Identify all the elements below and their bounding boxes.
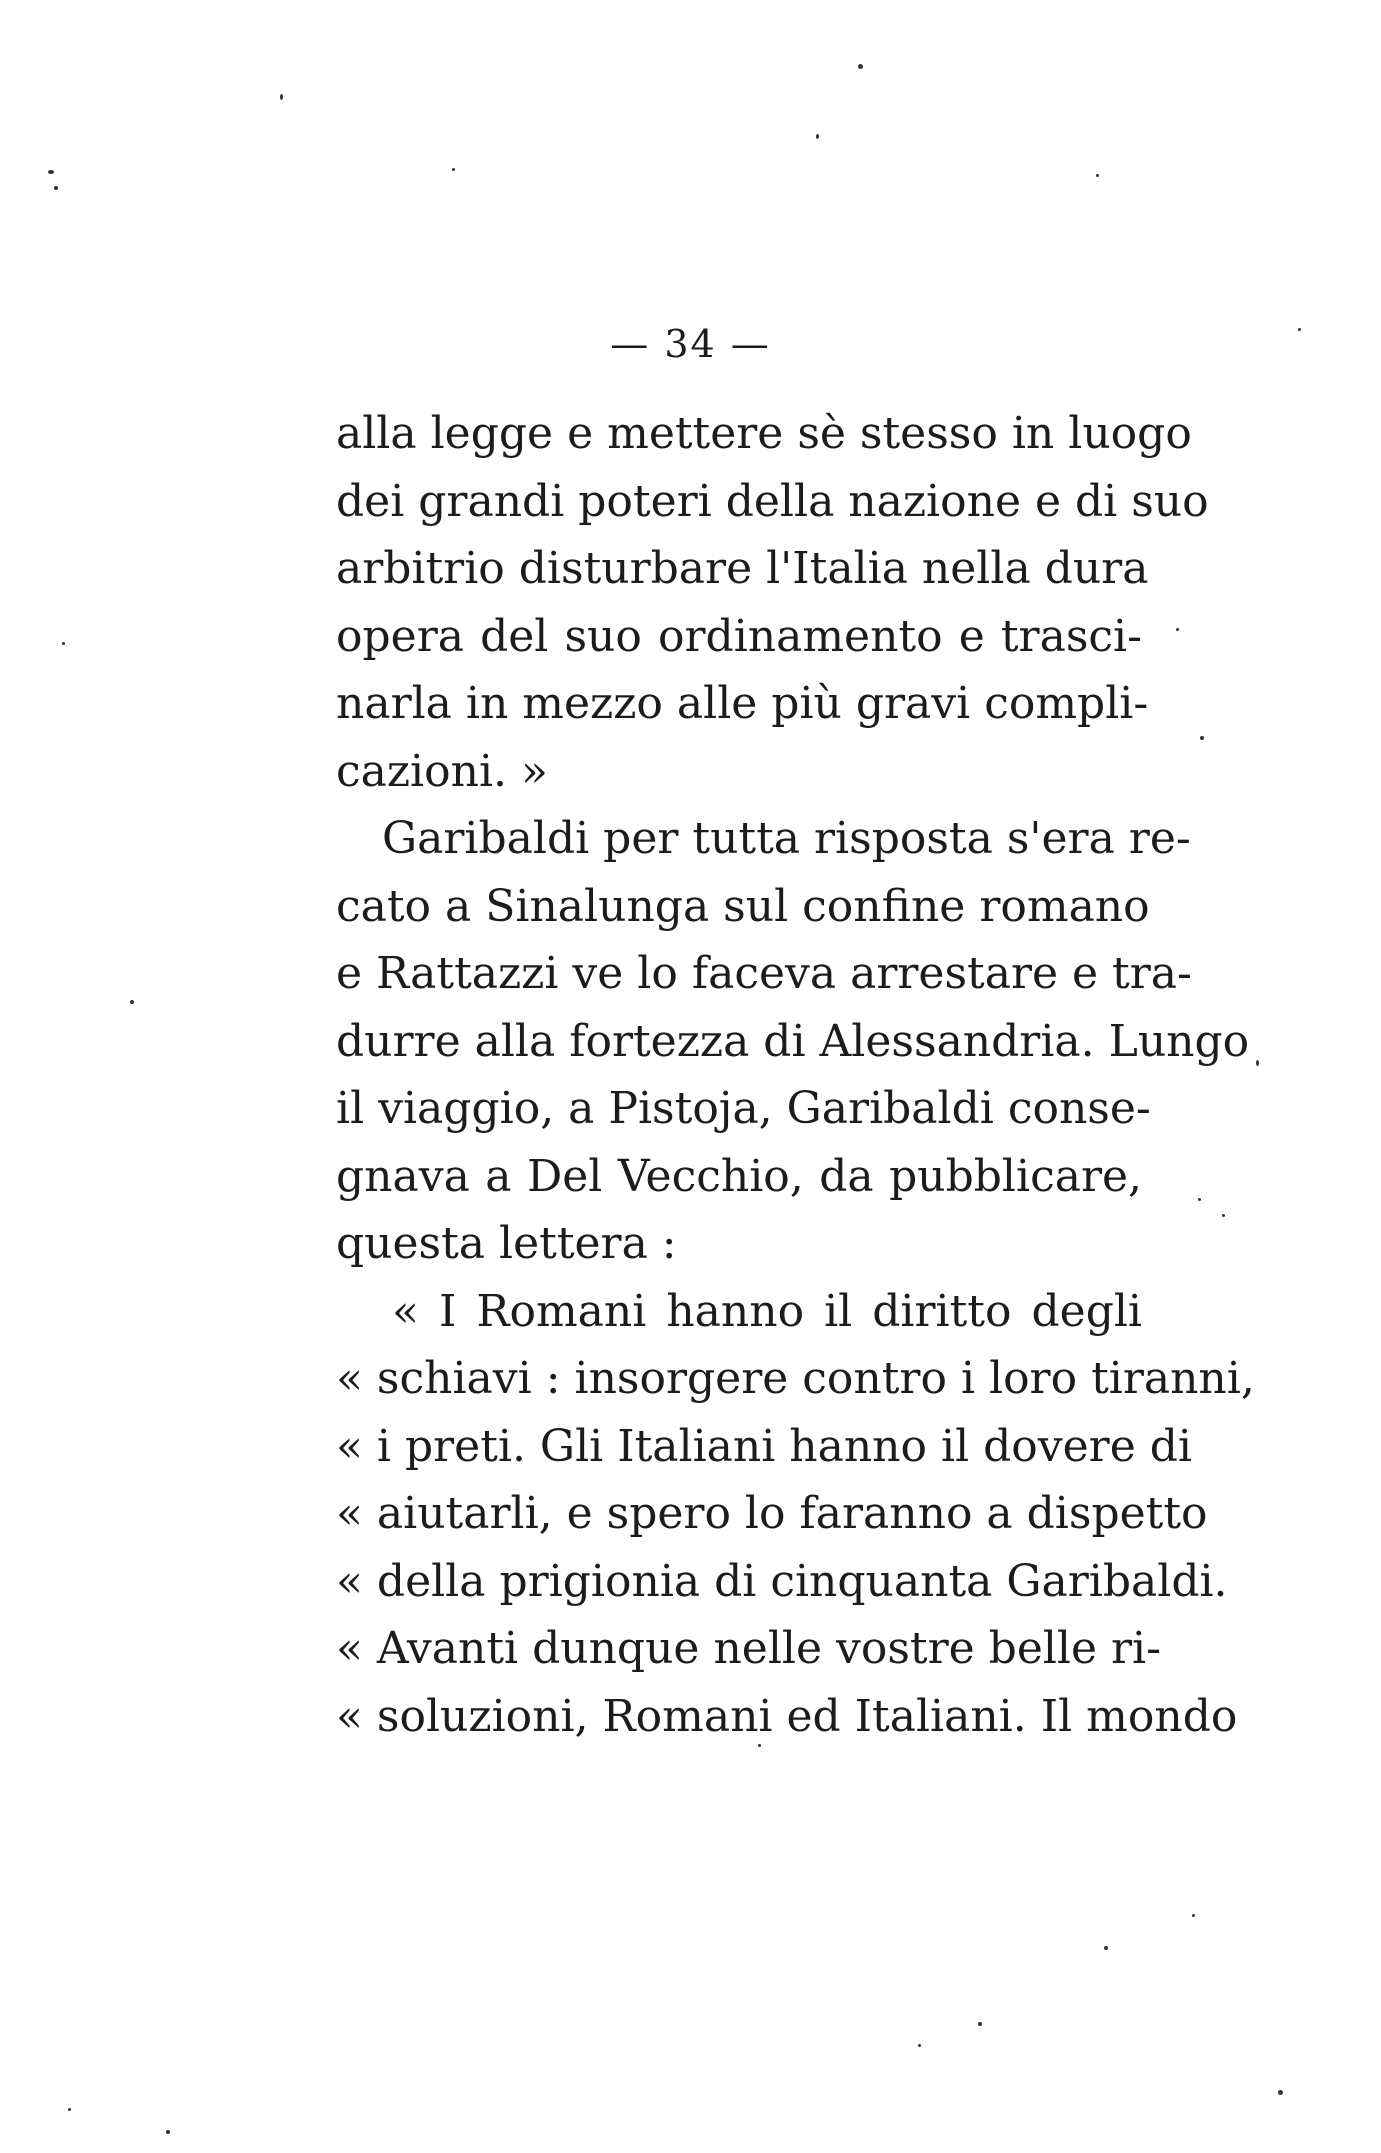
quote-line: « i preti. Gli Italiani hanno il dovere di <box>336 1420 1192 1472</box>
text-line: Garibaldi per tutta risposta s'era re- <box>382 813 1191 864</box>
scan-speck <box>1222 1214 1225 1217</box>
scan-speck <box>978 2022 982 2026</box>
quote-line: « della prigionia di cinquanta Garibaldi. <box>336 1555 1228 1607</box>
text-line: gnava a Del Vecchio, da pubblicare, <box>336 1150 1142 1202</box>
scan-speck <box>452 168 455 171</box>
scan-speck <box>858 64 863 69</box>
text-line: questa lettera : <box>336 1218 677 1269</box>
scan-speck <box>1192 1914 1195 1917</box>
scan-speck <box>1198 1198 1201 1201</box>
scan-speck <box>1200 736 1204 740</box>
text-line: alla legge e mettere sè stesso in luogo <box>336 408 1192 459</box>
text-line: dei grandi poteri della nazione e di suo <box>336 475 1209 527</box>
scan-speck <box>816 134 819 139</box>
quote-line: « schiavi : insorgere contro i loro tiranni, <box>336 1353 1255 1404</box>
scan-speck <box>1104 1946 1108 1950</box>
scan-speck <box>1096 174 1099 177</box>
quote-line: « I Romani hanno il diritto degli <box>392 1285 1142 1337</box>
text-line: cazioni. » <box>336 745 548 797</box>
scan-speck <box>918 2044 921 2047</box>
text-line: opera del suo ordinamento e trasci- <box>336 610 1142 662</box>
scan-speck <box>62 642 65 645</box>
scan-speck <box>280 94 283 100</box>
scan-speck <box>130 1000 134 1004</box>
text-line: cato a Sinalunga sul confine romano <box>336 880 1150 932</box>
quote-line: « Avanti dunque nelle vostre belle ri- <box>336 1623 1161 1674</box>
body-text <box>336 400 1255 1750</box>
page-number: — 34 — <box>610 322 771 366</box>
scan-speck <box>1278 2090 1283 2095</box>
scan-speck <box>68 2108 71 2111</box>
text-line: narla in mezzo alle più gravi compli- <box>336 678 1149 729</box>
scan-speck <box>1256 1060 1259 1066</box>
text-line: arbitrio disturbare l'Italia nella dura <box>336 543 1149 594</box>
scan-speck <box>48 170 54 174</box>
text-line: durre alla fortezza di Alessandria. Lungo <box>336 1015 1250 1067</box>
scan-speck <box>166 2130 170 2134</box>
scan-speck <box>758 1744 761 1747</box>
text-line: e Rattazzi ve lo faceva arrestare e tra- <box>336 948 1192 999</box>
scan-speck <box>54 186 58 190</box>
text-line: il viaggio, a Pistoja, Garibaldi conse- <box>336 1083 1151 1134</box>
scan-speck <box>1176 628 1179 631</box>
quote-line: « soluzioni, Romani ed Italiani. Il mondo <box>336 1690 1238 1742</box>
scan-speck <box>1298 328 1301 331</box>
quote-line: « aiutarli, e spero lo faranno a dispetto <box>336 1488 1208 1539</box>
